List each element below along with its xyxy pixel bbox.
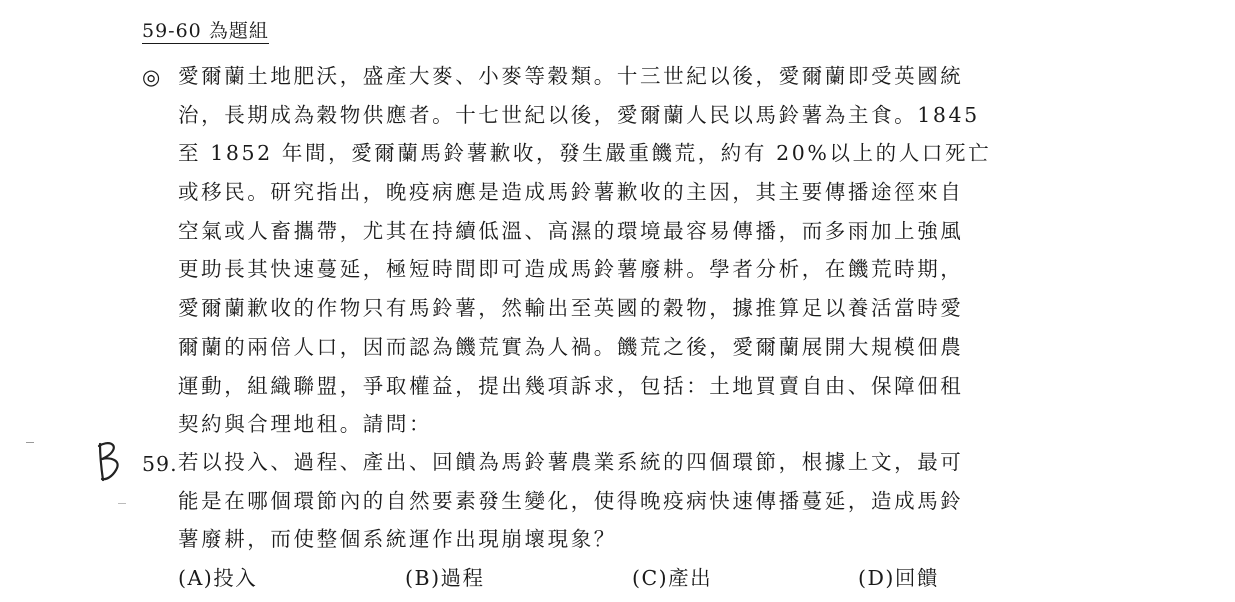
passage-bullet-icon: ◎ <box>142 65 161 89</box>
margin-mark <box>118 503 126 504</box>
option-d: (D)回饋 <box>858 566 939 590</box>
question-line: 能是在哪個環節內的自然要素發生變化，使得晚疫病快速傳播蔓延，造成馬鈴 <box>178 488 964 513</box>
passage-line: 契約與合理地租。請問： <box>178 412 433 437</box>
option-b: (B)過程 <box>405 566 485 590</box>
passage-line: 空氣或人畜攜帶，尤其在持續低溫、高濕的環境最容易傳播，而多雨加上強風 <box>178 218 964 243</box>
group-title: 59-60 為題組 <box>142 20 269 42</box>
margin-mark <box>26 442 34 443</box>
passage-line: 或移民。研究指出，晚疫病應是造成馬鈴薯歉收的主因，其主要傳播途徑來自 <box>178 180 964 205</box>
passage-line: 至 1852 年間，愛爾蘭馬鈴薯歉收，發生嚴重饑荒，約有 20%以上的人口死亡 <box>178 141 992 166</box>
passage <box>178 60 1078 447</box>
passage-line: 爾蘭的兩倍人口，因而認為饑荒實為人禍。饑荒之後，愛爾蘭展開大規模佃農 <box>178 334 964 359</box>
handwritten-answer-mark <box>92 440 128 484</box>
passage-line: 運動，組織聯盟，爭取權益，提出幾項訴求，包括：土地買賣自由、保障佃租 <box>178 373 964 398</box>
option-c: (C)產出 <box>632 566 713 590</box>
answer-options <box>178 562 1078 594</box>
question-line: 若以投入、過程、產出、回饋為馬鈴薯農業系統的四個環節，根據上文，最可 <box>178 450 964 474</box>
question-stem <box>178 446 1078 562</box>
passage-line: 更助長其快速蔓延，極短時間即可造成馬鈴薯廢耕。學者分析，在饑荒時期， <box>178 257 964 282</box>
question-line: 薯廢耕，而使整個系統運作出現崩壞現象？ <box>178 527 617 552</box>
passage-line: 愛爾蘭土地肥沃，盛產大麥、小麥等穀類。十三世紀以後，愛爾蘭即受英國統 <box>178 64 964 88</box>
passage-line: 治，長期成為穀物供應者。十七世紀以後，愛爾蘭人民以馬鈴薯為主食。1845 <box>178 102 980 127</box>
question-number: 59. <box>142 452 178 476</box>
option-a: (A)投入 <box>178 566 258 590</box>
passage-line: 愛爾蘭歉收的作物只有馬鈴薯，然輸出至英國的穀物，據推算足以養活當時愛 <box>178 296 964 321</box>
